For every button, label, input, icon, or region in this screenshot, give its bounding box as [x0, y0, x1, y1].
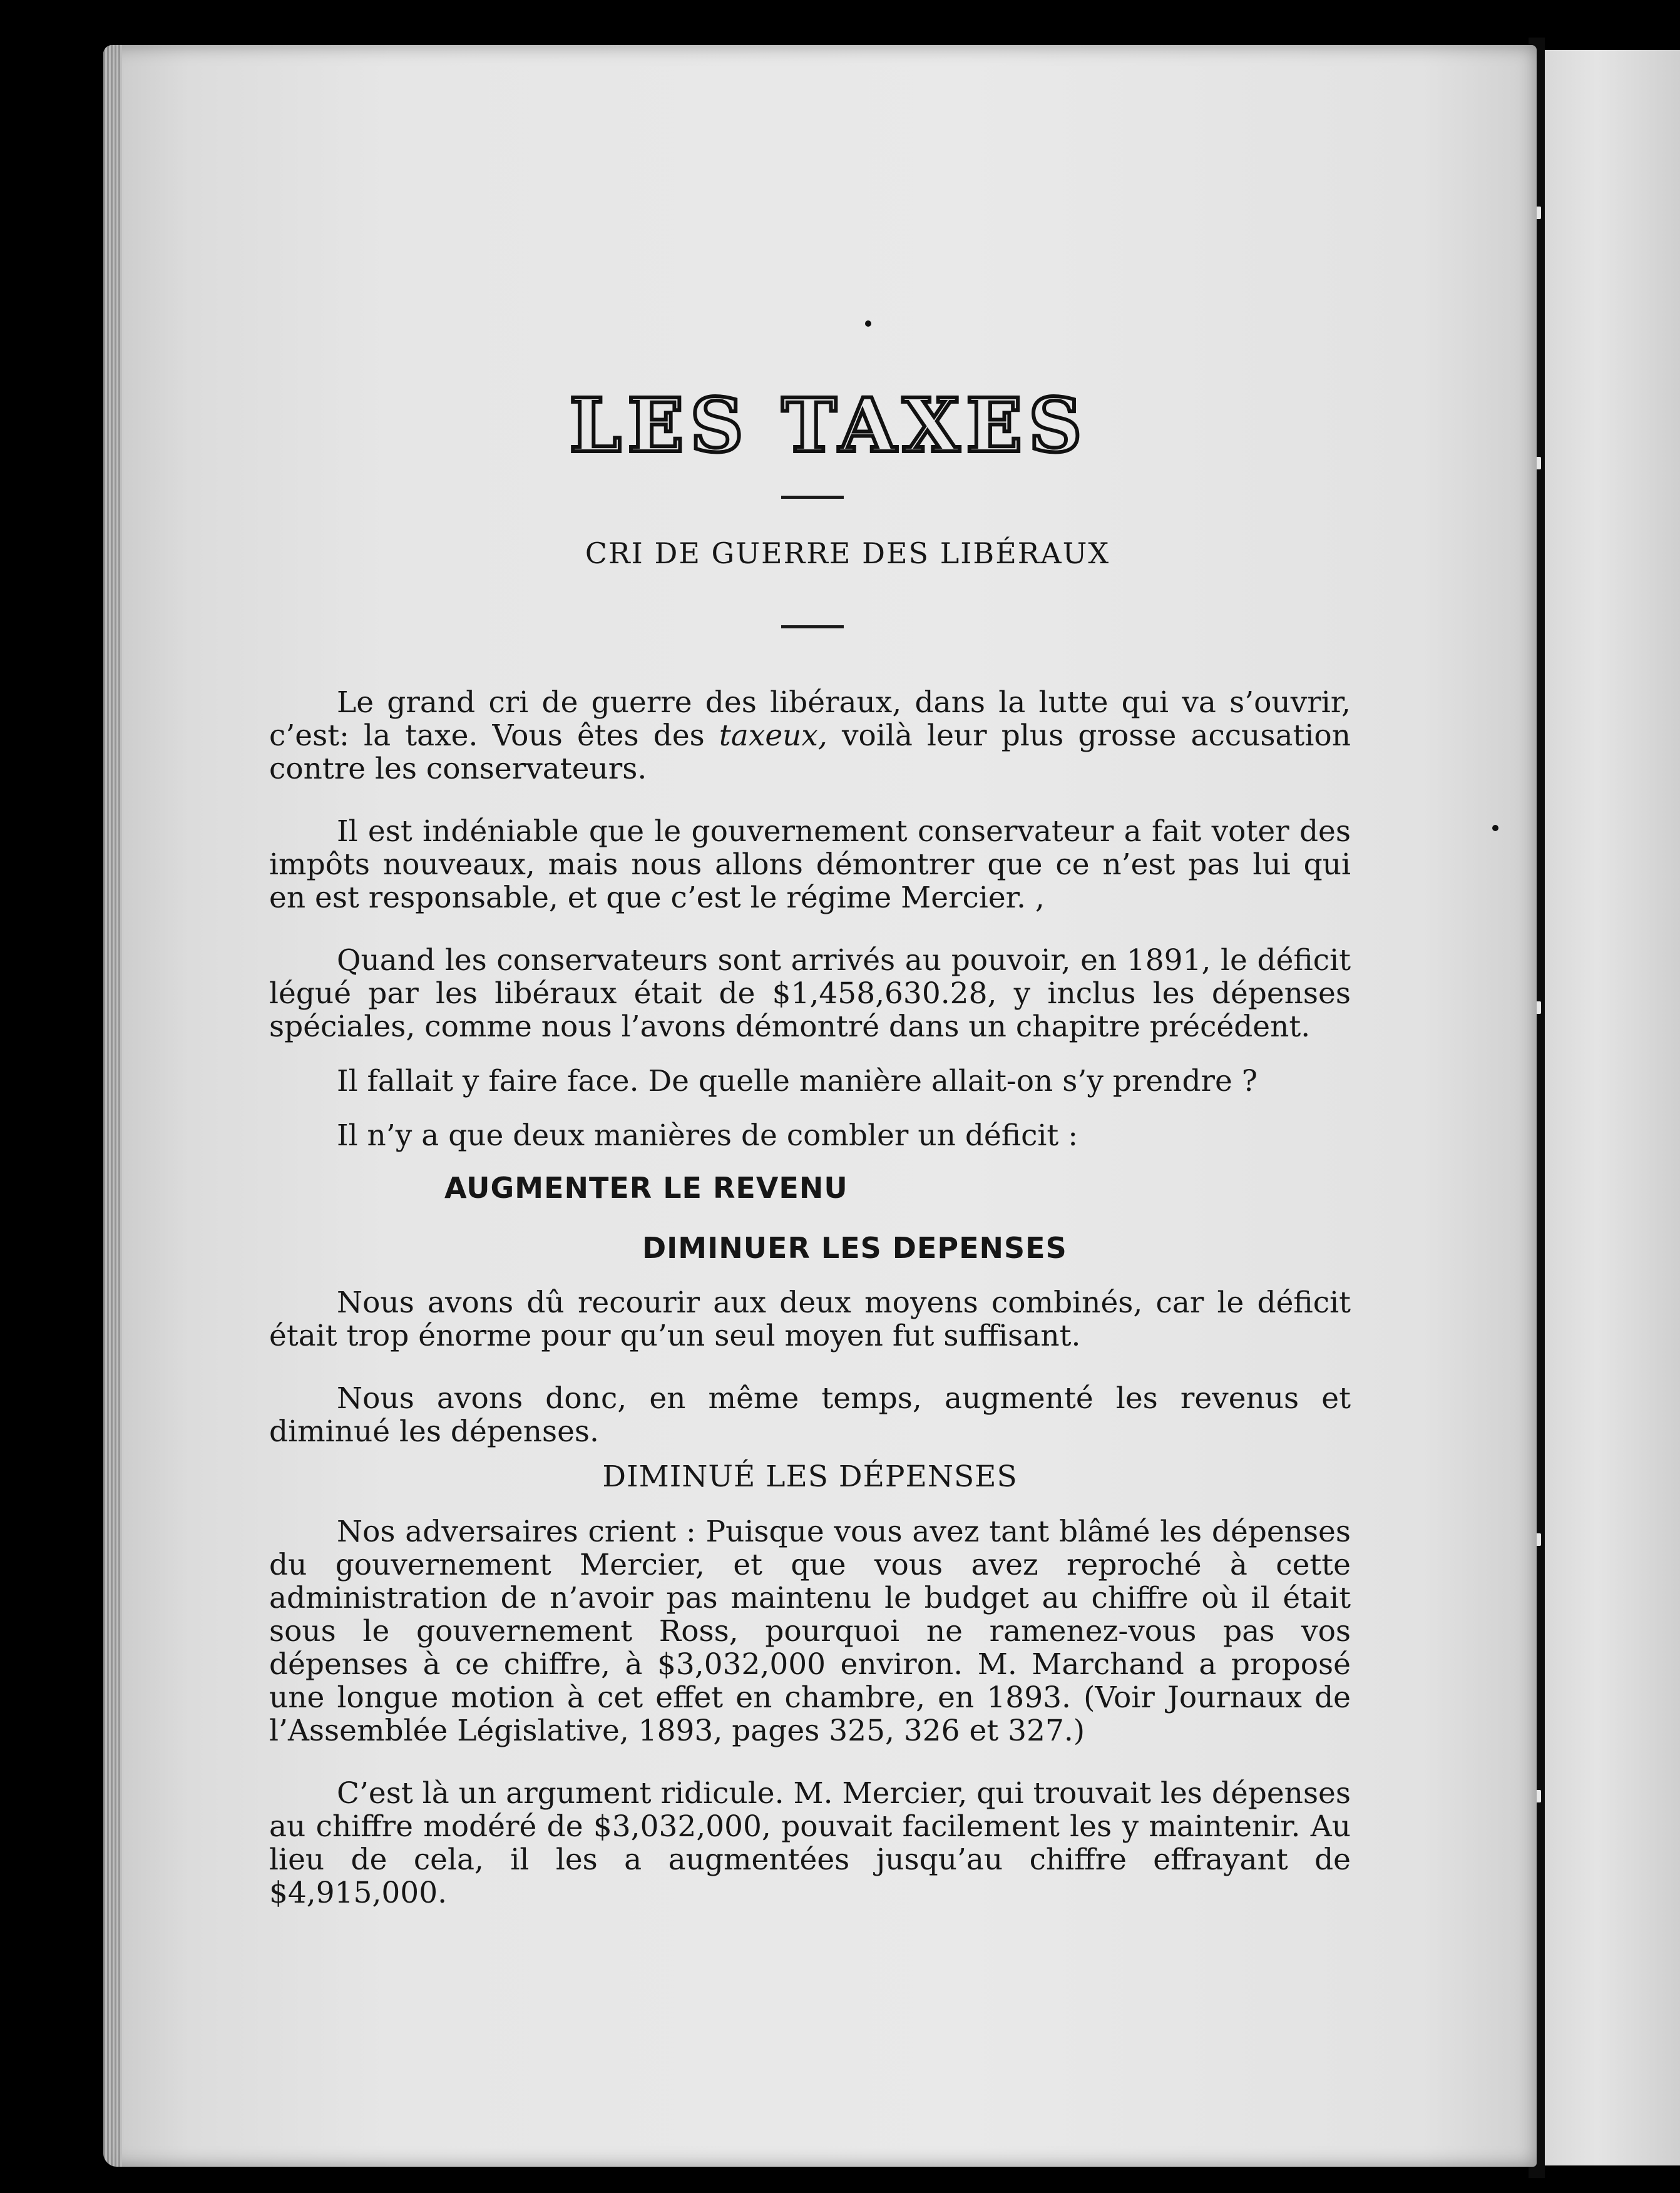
paragraph-7: Nous avons donc, en même temps, augmenté les revenus et diminué les dépenses. [269, 1381, 1351, 1449]
page-content [269, 376, 1351, 1909]
paragraph-9: C’est là un argument ridicule. M. Mercier, qui trouvait les dépenses au chiffre modéré de $3,032,000, pouvait facilement les y maintenir. Au lieu de cela, il les a augmentées jusqu’au chiffre effrayant de $4,915,000. [269, 1776, 1351, 1910]
subtitle: CRI DE GUERRE DES LIBÉRAUX [585, 536, 1110, 570]
page-stack-edge [103, 45, 122, 2167]
title-rule [781, 496, 844, 499]
print-speck [1492, 825, 1498, 831]
paragraph-3: Quand les conservateurs sont arrivés au pouvoir, en 1891, le déficit légué par les libéraux était de $1,458,630.28, y inclus les dépenses spéciales, comme nous l’avons démontré dans un chapitre précédent. [269, 943, 1351, 1044]
heading-augmenter: AUGMENTER LE REVENU [444, 1171, 848, 1205]
paragraph-4: Il fallait y faire face. De quelle manière allait-on s’y prendre ? [337, 1064, 1257, 1098]
section-heading: DIMINUÉ LES DÉPENSES [602, 1459, 1018, 1494]
page-title: LES TAXES [569, 382, 1088, 469]
paragraph-8: Nos adversaires crient : Puisque vous avez tant blâmé les dépenses du gouvernement Mercier, et que vous avez reproché à cette administration de n’avoir pas maintenu le budget au chiffre où il était sous le gouvernement Ross, pourquoi ne ramenez-vous pas vos dépenses à ce chiffre, à $3,032,000 environ. M. Marchand a proposé une longue motion à cet effet en chambre, en 1893. (Voir Journaux de l’Assemblée Législative, 1893, pages 325, 326 et 327.) [269, 1515, 1351, 1748]
paragraph-5: Il n’y a que deux manières de combler un déficit : [337, 1118, 1078, 1153]
paragraph-6: Nous avons dû recourir aux deux moyens combinés, car le déficit était trop énorme pour qu’un seul moyen fut suffisant. [269, 1286, 1351, 1353]
subtitle-rule [781, 625, 844, 628]
print-speck [865, 320, 871, 327]
paragraph-2: Il est indéniable que le gouvernement conservateur a fait voter des impôts nouveaux, mais nous allons démontrer que ce n’est pas lui qui en est responsable, et que c’est le régime Mercier. , [269, 814, 1351, 915]
heading-diminuer: DIMINUER LES DEPENSES [642, 1231, 1067, 1265]
facing-page-edge [1541, 50, 1680, 2165]
emphasis-taxeux: taxeux, [719, 718, 827, 753]
paragraph-1: Le grand cri de guerre des libéraux, dans la lutte qui va s’ouvrir, c’est: la taxe. Vous êtes des taxeux, voilà leur plus grosse accusation contre les conservateurs. [269, 685, 1351, 786]
